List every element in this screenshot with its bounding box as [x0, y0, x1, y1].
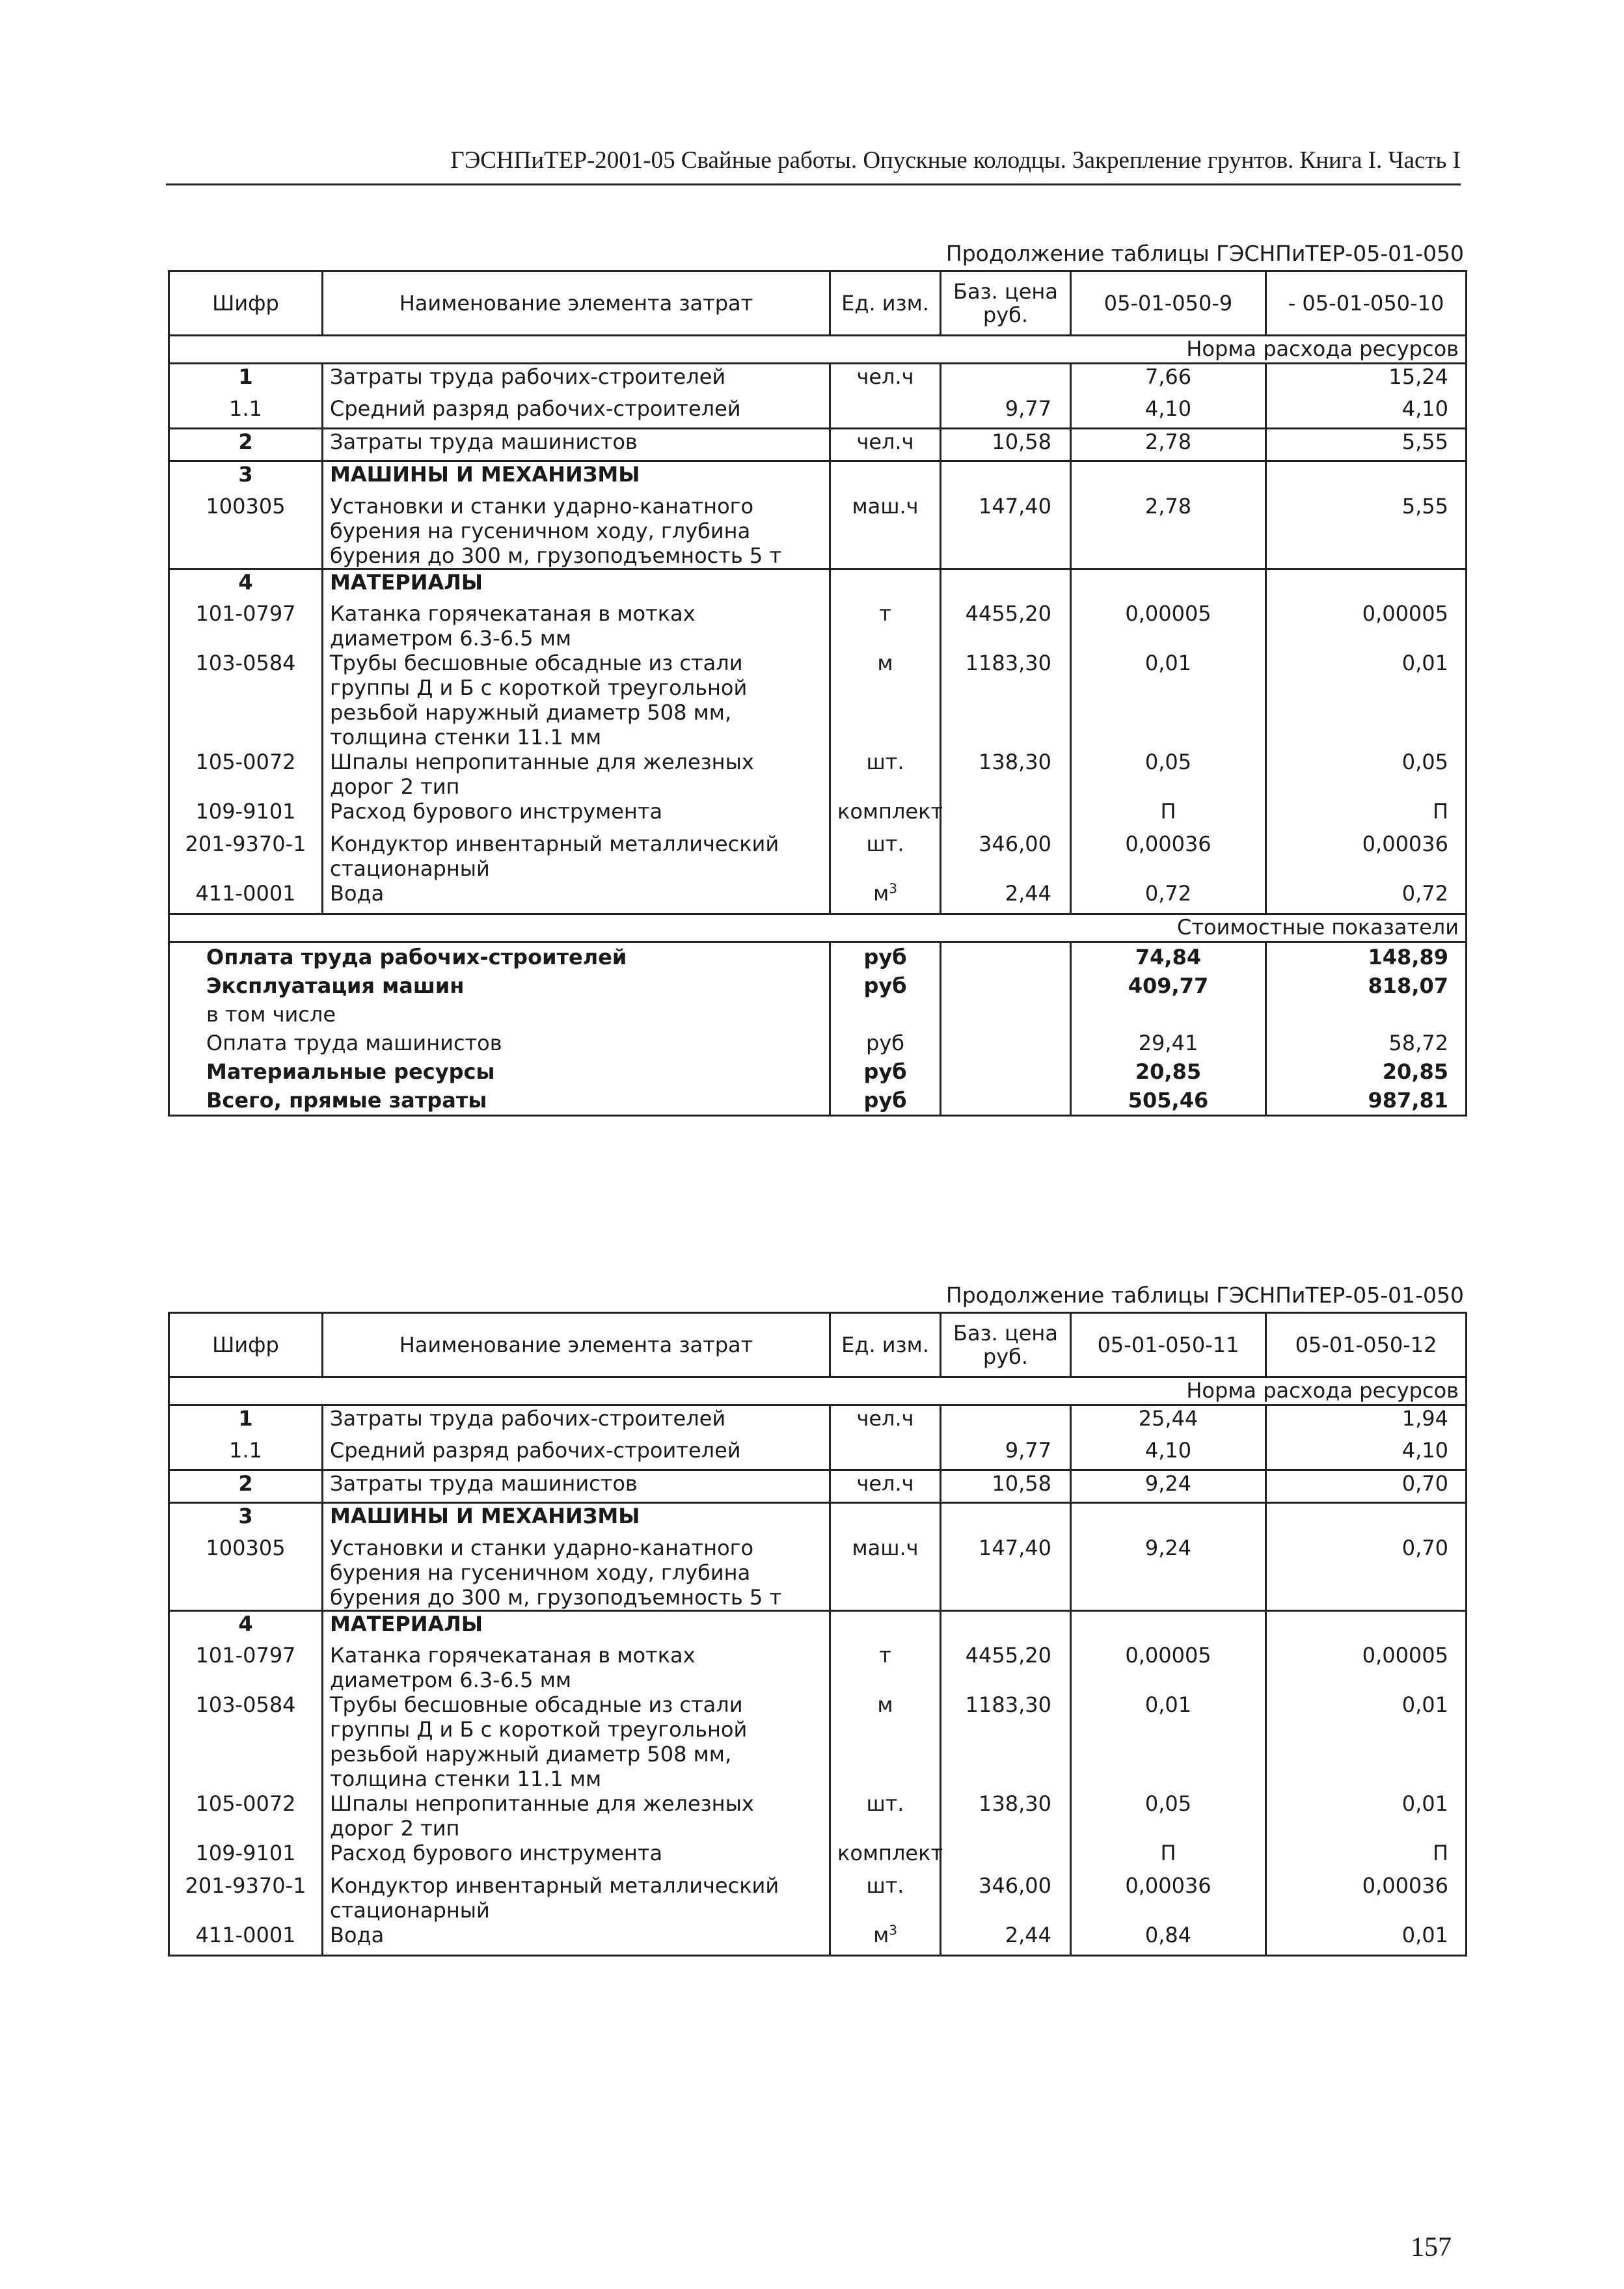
row-unit	[830, 494, 941, 569]
row-value-2: 5,55	[1266, 429, 1467, 461]
row-unit	[830, 1923, 941, 1955]
table-row	[169, 881, 1467, 914]
row-code: 411-0001	[195, 881, 296, 906]
row-value-2: 0,72	[1266, 881, 1467, 914]
row-price: 10,58	[941, 1470, 1071, 1503]
cost-value-1: 409,77	[1071, 971, 1266, 1000]
row-value-2: 0,70	[1266, 1470, 1467, 1503]
row-unit	[830, 1841, 941, 1873]
row-name: Катанка горячекатаная в мотках диаметром 6.3-6.5 мм	[323, 601, 830, 651]
row-price	[941, 461, 1071, 494]
table-row	[169, 461, 1467, 494]
table-row	[169, 601, 1467, 651]
row-name: Установки и станки ударно-канатного бурения на гусеничном ходу, глубина бурения до 300 м, грузоподъемность 5 т	[323, 494, 830, 569]
row-unit	[830, 1643, 941, 1692]
cost-value-2: 987,81	[1266, 1086, 1467, 1116]
header-row	[169, 271, 1467, 336]
running-header: ГЭСНПиТЕР-2001-05 Свайные работы. Опускные колодцы. Закрепление грунтов. Книга I. Часть I	[166, 146, 1461, 185]
section-row-cost	[169, 914, 1467, 941]
row-value-2: 4,10	[1266, 1438, 1467, 1470]
row-unit	[830, 364, 941, 396]
row-price: 346,00	[941, 832, 1071, 881]
row-unit-text: чел.ч	[856, 364, 914, 389]
row-code: 100305	[206, 493, 286, 519]
cost-unit: руб	[830, 941, 941, 971]
row-name: Катанка горячекатаная в мотках диаметром 6.3-6.5 мм	[323, 1643, 830, 1692]
row-unit	[830, 569, 941, 601]
row-value-1: 25,44	[1071, 1405, 1266, 1438]
row-unit	[830, 1873, 941, 1923]
column-header-norm-2: - 05-01-050-10	[1266, 271, 1467, 336]
row-unit-text: комплект	[837, 799, 943, 824]
row-value-2: 0,70	[1266, 1536, 1467, 1611]
table-row	[169, 364, 1467, 396]
row-unit	[830, 1692, 941, 1791]
table-row	[169, 396, 1467, 429]
row-value-1: 0,00005	[1071, 601, 1266, 651]
row-code: 103-0584	[195, 1692, 296, 1717]
row-value-1: 0,00005	[1071, 1643, 1266, 1692]
table-row	[169, 1791, 1467, 1841]
row-value-1: 0,72	[1071, 881, 1266, 914]
row-unit-text: маш.ч	[852, 493, 919, 519]
table-caption: Продолжение таблицы ГЭСНПиТЕР-05-01-050	[945, 1282, 1464, 1308]
row-value-2	[1266, 1503, 1467, 1536]
row-price	[941, 1503, 1071, 1536]
column-header-code: Шифр	[169, 1313, 323, 1377]
row-unit-text: м	[877, 1692, 893, 1717]
table-row	[169, 1873, 1467, 1923]
row-value-1: П	[1071, 1841, 1266, 1873]
row-unit-text: чел.ч	[856, 429, 914, 454]
row-unit	[830, 832, 941, 881]
row-name: Трубы бесшовные обсадные из стали группы Д и Б с короткой треугольной резьбой наружный диаметр 508 мм, толщина стенки 11.1 мм	[323, 1692, 830, 1791]
resource-table	[168, 1312, 1467, 1957]
row-name: Вода	[323, 1923, 830, 1955]
row-code: 105-0072	[195, 1791, 296, 1816]
row-price	[941, 569, 1071, 601]
row-price: 1183,30	[941, 1692, 1071, 1791]
row-name: МАШИНЫ И МЕХАНИЗМЫ	[323, 461, 830, 494]
cost-value-2	[1266, 1000, 1467, 1029]
cost-value-1: 29,41	[1071, 1029, 1266, 1057]
column-header-price: Баз. цена руб.	[941, 271, 1071, 336]
row-unit-superscript: 3	[889, 880, 897, 897]
row-unit-text: чел.ч	[856, 1471, 914, 1496]
row-value-2: 1,94	[1266, 1405, 1467, 1438]
table-row	[169, 651, 1467, 750]
row-name: Шпалы непропитанные для железных дорог 2 тип	[323, 750, 830, 799]
cost-label: в том числе	[206, 1001, 336, 1027]
column-header-price: Баз. цена руб.	[941, 1313, 1071, 1377]
row-value-1: 0,00036	[1071, 1873, 1266, 1923]
cost-label: Всего, прямые затраты	[206, 1087, 487, 1113]
row-value-1	[1071, 1610, 1266, 1643]
row-code: 103-0584	[195, 651, 296, 675]
row-value-1: 2,78	[1071, 494, 1266, 569]
row-value-2: 0,00036	[1266, 832, 1467, 881]
row-name: Трубы бесшовные обсадные из стали группы Д и Б с короткой треугольной резьбой наружный диаметр 508 мм, толщина стенки 11.1 мм	[323, 651, 830, 750]
section-row-norm	[169, 1377, 1467, 1405]
row-value-1: 0,05	[1071, 1791, 1266, 1841]
row-value-2: 0,05	[1266, 750, 1467, 799]
row-value-2: 0,00005	[1266, 601, 1467, 651]
row-unit	[830, 1470, 941, 1503]
row-code: 1	[238, 1406, 253, 1431]
cost-value-2: 818,07	[1266, 971, 1467, 1000]
section-label-norm: Норма расхода ресурсов	[169, 1377, 1467, 1405]
row-value-1: П	[1071, 799, 1266, 832]
table-row	[169, 429, 1467, 461]
column-header-norm-1: 05-01-050-9	[1071, 271, 1266, 336]
cost-value-1: 20,85	[1071, 1057, 1266, 1086]
row-code: 100305	[206, 1535, 286, 1560]
table-row	[169, 1405, 1467, 1438]
row-name: МАТЕРИАЛЫ	[323, 1610, 830, 1643]
cost-label: Материальные ресурсы	[206, 1059, 495, 1084]
row-value-1	[1071, 461, 1266, 494]
row-price: 1183,30	[941, 651, 1071, 750]
table-row	[169, 494, 1467, 569]
row-value-1: 7,66	[1071, 364, 1266, 396]
row-code: 2	[169, 1470, 323, 1503]
row-unit	[830, 1503, 941, 1536]
table-row	[169, 1470, 1467, 1503]
row-unit	[830, 461, 941, 494]
row-unit-text: м	[873, 881, 889, 906]
row-price	[941, 1841, 1071, 1873]
column-header-norm-1: 05-01-050-11	[1071, 1313, 1266, 1377]
section-label-cost: Стоимостные показатели	[169, 914, 1467, 941]
section-row-norm	[169, 336, 1467, 364]
table-caption: Продолжение таблицы ГЭСНПиТЕР-05-01-050	[945, 241, 1464, 266]
cost-value-2: 20,85	[1266, 1057, 1467, 1086]
table-row	[169, 1643, 1467, 1692]
table-row	[169, 1692, 1467, 1791]
table-row	[169, 1841, 1467, 1873]
row-unit	[830, 1405, 941, 1438]
row-code: 4	[169, 1610, 323, 1643]
row-value-1: 2,78	[1071, 429, 1266, 461]
table-row	[169, 1503, 1467, 1536]
row-name: Затраты труда машинистов	[323, 429, 830, 461]
header-row	[169, 1313, 1467, 1377]
row-code: 105-0072	[195, 750, 296, 774]
cost-label: Эксплуатация машин	[206, 973, 465, 998]
row-unit-text: чел.ч	[856, 1406, 914, 1431]
row-value-2: 0,01	[1266, 651, 1467, 750]
cost-value-1	[1071, 1000, 1266, 1029]
row-code: 1.1	[229, 1437, 262, 1463]
cost-price	[941, 941, 1071, 971]
row-unit-text: шт.	[866, 1791, 904, 1816]
row-price: 4455,20	[941, 601, 1071, 651]
cost-label: Оплата труда машинистов	[206, 1030, 502, 1055]
row-unit	[830, 1610, 941, 1643]
table-row	[169, 1923, 1467, 1955]
row-value-1: 0,01	[1071, 1692, 1266, 1791]
row-value-2	[1266, 569, 1467, 601]
cost-price	[941, 971, 1071, 1000]
row-unit	[830, 750, 941, 799]
row-value-2: 5,55	[1266, 494, 1467, 569]
row-unit-text: шт.	[866, 1873, 904, 1898]
row-name: Шпалы непропитанные для железных дорог 2 тип	[323, 1791, 830, 1841]
column-header-norm-2: 05-01-050-12	[1266, 1313, 1467, 1377]
row-price: 9,77	[941, 396, 1071, 429]
row-price: 147,40	[941, 1536, 1071, 1611]
row-value-2: 4,10	[1266, 396, 1467, 429]
row-price	[941, 1405, 1071, 1438]
section-label-norm: Норма расхода ресурсов	[169, 336, 1467, 364]
row-unit	[830, 396, 941, 429]
row-unit	[830, 881, 941, 914]
row-unit	[830, 1438, 941, 1470]
table-row	[169, 832, 1467, 881]
row-price: 138,30	[941, 750, 1071, 799]
cost-table-block-1	[168, 237, 1465, 1117]
row-unit	[830, 799, 941, 832]
cost-row	[169, 941, 1467, 971]
cost-price	[941, 1029, 1071, 1057]
row-value-1: 9,24	[1071, 1470, 1266, 1503]
resource-table	[168, 270, 1467, 1117]
row-value-2	[1266, 1610, 1467, 1643]
cost-unit: руб	[830, 1086, 941, 1116]
cost-row	[169, 1057, 1467, 1086]
row-name: Вода	[323, 881, 830, 914]
cost-row	[169, 1029, 1467, 1057]
row-unit-text: м	[877, 651, 893, 675]
row-value-1: 4,10	[1071, 1438, 1266, 1470]
cost-row	[169, 1000, 1467, 1029]
row-price	[941, 364, 1071, 396]
row-price: 346,00	[941, 1873, 1071, 1923]
row-price	[941, 799, 1071, 832]
cost-price	[941, 1000, 1071, 1029]
row-code: 109-9101	[195, 799, 296, 824]
row-code: 4	[169, 569, 323, 601]
row-code: 1.1	[229, 396, 262, 421]
row-price: 10,58	[941, 429, 1071, 461]
row-name: Затраты труда рабочих-строителей	[323, 364, 830, 396]
cost-row	[169, 971, 1467, 1000]
row-value-1	[1071, 569, 1266, 601]
row-value-2: 0,01	[1266, 1791, 1467, 1841]
cost-unit: руб	[830, 1029, 941, 1057]
table-row	[169, 569, 1467, 601]
row-value-1: 9,24	[1071, 1536, 1266, 1611]
row-name: Кондуктор инвентарный металлический стационарный	[323, 832, 830, 881]
row-name: МАТЕРИАЛЫ	[323, 569, 830, 601]
row-code: 1	[238, 364, 253, 389]
row-unit-text: т	[879, 601, 891, 626]
table-row	[169, 1438, 1467, 1470]
cost-value-2: 148,89	[1266, 941, 1467, 971]
row-name: Установки и станки ударно-канатного бурения на гусеничном ходу, глубина бурения до 300 м, грузоподъемность 5 т	[323, 1536, 830, 1611]
row-code: 109-9101	[195, 1841, 296, 1865]
row-unit	[830, 1536, 941, 1611]
row-price: 138,30	[941, 1791, 1071, 1841]
row-value-2	[1266, 461, 1467, 494]
cost-price	[941, 1086, 1071, 1116]
table-row	[169, 1610, 1467, 1643]
cost-unit	[830, 1000, 941, 1029]
cost-label: Оплата труда рабочих-строителей	[206, 944, 627, 969]
row-unit	[830, 651, 941, 750]
row-value-1: 0,00036	[1071, 832, 1266, 881]
row-price: 2,44	[941, 1923, 1071, 1955]
column-header-unit: Ед. изм.	[830, 1313, 941, 1377]
row-unit-text: т	[879, 1643, 891, 1668]
table-row	[169, 1536, 1467, 1611]
row-unit-text: шт.	[866, 832, 904, 856]
row-unit-text: маш.ч	[852, 1535, 919, 1560]
row-name: Затраты труда рабочих-строителей	[323, 1405, 830, 1438]
row-code: 201-9370-1	[185, 832, 306, 856]
cost-value-1: 505,46	[1071, 1086, 1266, 1116]
row-value-1: 0,01	[1071, 651, 1266, 750]
row-value-2: 15,24	[1266, 364, 1467, 396]
row-value-2: 0,01	[1266, 1923, 1467, 1955]
column-header-code: Шифр	[169, 271, 323, 336]
row-name: Средний разряд рабочих-строителей	[323, 1438, 830, 1470]
row-value-2: П	[1266, 799, 1467, 832]
cost-table-block-2	[168, 1279, 1465, 1957]
row-name: Средний разряд рабочих-строителей	[323, 396, 830, 429]
cost-unit: руб	[830, 971, 941, 1000]
row-name: Расход бурового инструмента	[323, 1841, 830, 1873]
row-value-1: 4,10	[1071, 396, 1266, 429]
row-value-1: 0,84	[1071, 1923, 1266, 1955]
row-unit	[830, 1791, 941, 1841]
row-price: 4455,20	[941, 1643, 1071, 1692]
cost-price	[941, 1057, 1071, 1086]
row-code: 201-9370-1	[185, 1873, 306, 1898]
row-value-2: 0,00005	[1266, 1643, 1467, 1692]
row-code: 3	[169, 461, 323, 494]
row-name: Расход бурового инструмента	[323, 799, 830, 832]
row-value-2: 0,01	[1266, 1692, 1467, 1791]
table-row	[169, 750, 1467, 799]
row-name: МАШИНЫ И МЕХАНИЗМЫ	[323, 1503, 830, 1536]
row-unit-text: комплект	[837, 1841, 943, 1865]
cost-value-1: 74,84	[1071, 941, 1266, 971]
cost-unit: руб	[830, 1057, 941, 1086]
row-code: 3	[169, 1503, 323, 1536]
row-code: 411-0001	[195, 1923, 296, 1947]
row-code: 101-0797	[195, 601, 296, 626]
row-unit-text: м	[873, 1923, 889, 1947]
row-value-1: 0,05	[1071, 750, 1266, 799]
row-value-2: 0,00036	[1266, 1873, 1467, 1923]
cost-value-2: 58,72	[1266, 1029, 1467, 1057]
page-number: 157	[1411, 2232, 1452, 2262]
row-price: 2,44	[941, 881, 1071, 914]
row-value-1	[1071, 1503, 1266, 1536]
row-unit-superscript: 3	[889, 1922, 897, 1938]
row-code: 2	[169, 429, 323, 461]
row-price	[941, 1610, 1071, 1643]
cost-row	[169, 1086, 1467, 1116]
row-value-2: П	[1266, 1841, 1467, 1873]
row-unit-text: шт.	[866, 750, 904, 774]
row-code: 101-0797	[195, 1643, 296, 1668]
table-row	[169, 799, 1467, 832]
row-unit	[830, 429, 941, 461]
row-price: 9,77	[941, 1438, 1071, 1470]
column-header-name: Наименование элемента затрат	[323, 1313, 830, 1377]
row-name: Кондуктор инвентарный металлический стационарный	[323, 1873, 830, 1923]
row-price: 147,40	[941, 494, 1071, 569]
column-header-name: Наименование элемента затрат	[323, 271, 830, 336]
row-name: Затраты труда машинистов	[323, 1470, 830, 1503]
column-header-unit: Ед. изм.	[830, 271, 941, 336]
row-unit	[830, 601, 941, 651]
